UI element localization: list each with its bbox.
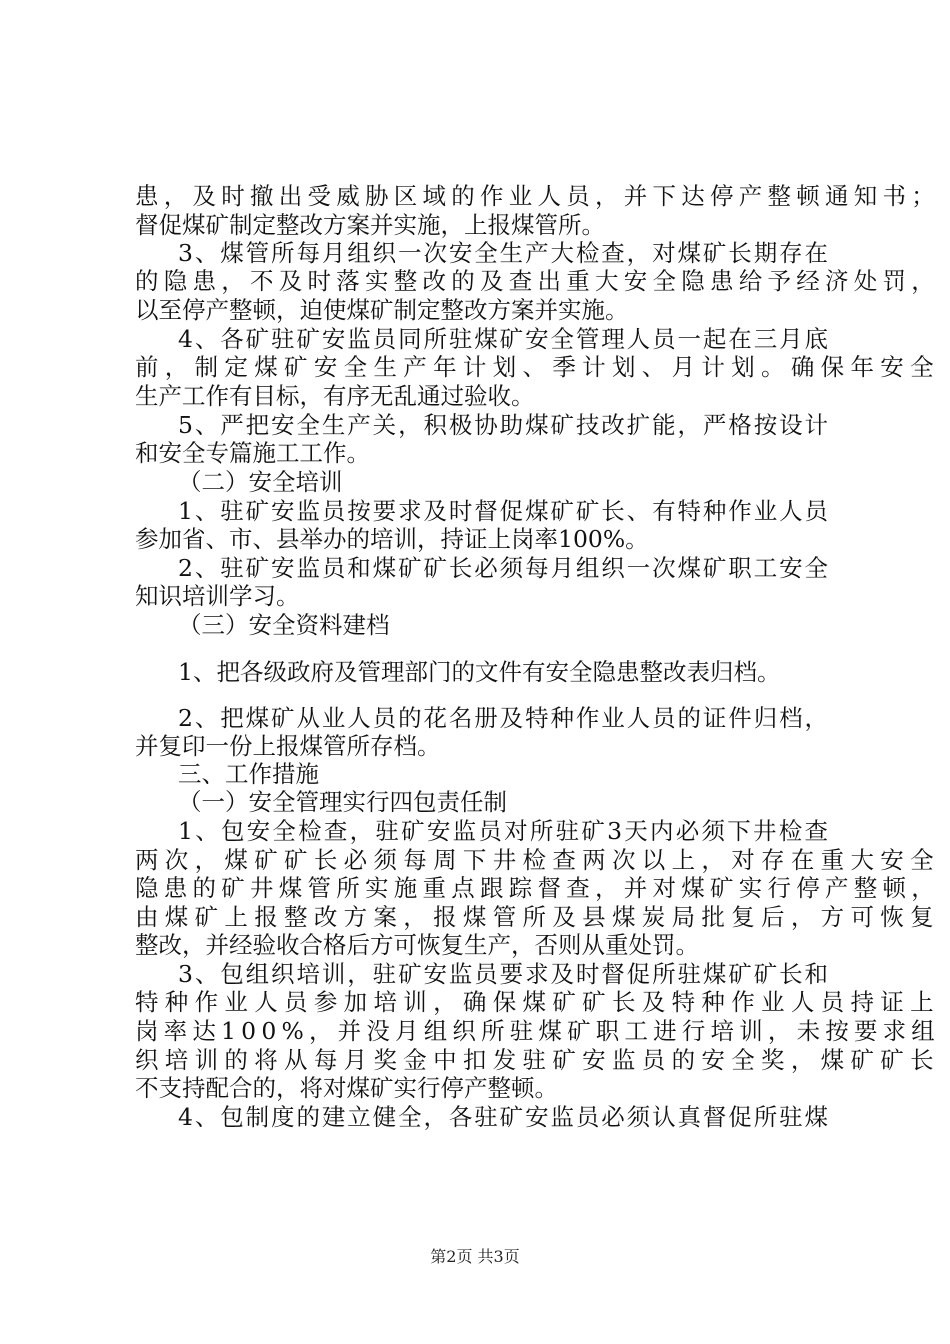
text-line: 三、工作措施 [178,760,319,788]
text-line: 前，制定煤矿安全生产年计划、季计划、月计划。确保年安全 [135,353,940,381]
text-line: 3、煤管所每月组织一次安全生产大检查，对煤矿长期存在 [178,239,830,267]
text-line: 督促煤矿制定整改方案并实施，上报煤管所。 [135,211,605,239]
text-line: 并复印一份上报煤管所存档。 [135,732,441,760]
text-line: 生产工作有目标，有序无乱通过验收。 [135,382,535,410]
text-line: （三）安全资料建档 [178,611,390,639]
text-line: 的隐患，不及时落实整改的及查出重大安全隐患给予经济处罚， [135,267,940,295]
text-line: 2、把煤矿从业人员的花名册及特种作业人员的证件归档， [178,704,830,732]
text-line: 以至停产整顿，迫使煤矿制定整改方案并实施。 [135,296,629,324]
text-line: 5、严把安全生产关，积极协助煤矿技改扩能，严格按设计 [178,411,830,439]
text-line: 2、驻矿安监员和煤矿矿长必须每月组织一次煤矿职工安全 [178,554,830,582]
text-line: 特种作业人员参加培训，确保煤矿矿长及特种作业人员持证上 [135,988,940,1016]
text-line: 1、把各级政府及管理部门的文件有安全隐患整改表归档。 [178,658,781,686]
text-line: 4、包制度的建立健全，各驻矿安监员必须认真督促所驻煤 [178,1103,830,1131]
text-line: 参加省、市、县举办的培训，持证上岗率100%。 [135,525,649,553]
text-line: 由煤矿上报整改方案，报煤管所及县煤炭局批复后，方可恢复 [135,903,940,931]
text-line: 隐患的矿井煤管所实施重点跟踪督查，并对煤矿实行停产整顿， [135,874,940,902]
text-line: 患，及时撤出受威胁区域的作业人员，并下达停产整顿通知书； [135,182,940,210]
text-line: 整改，并经验收合格后方可恢复生产，否则从重处罚。 [135,931,699,959]
page-footer: 第2页 共3页 [430,1247,520,1266]
text-line: 不支持配合的，将对煤矿实行停产整顿。 [135,1074,558,1102]
text-line: 4、各矿驻矿安监员同所驻煤矿安全管理人员一起在三月底 [178,325,830,353]
text-line: 织培训的将从每月奖金中扣发驻矿安监员的安全奖，煤矿矿长 [135,1046,940,1074]
text-line: 岗率达100%，并没月组织所驻煤矿职工进行培训，未按要求组 [135,1017,940,1045]
text-line: 和安全专篇施工工作。 [135,439,370,467]
text-line: 1、驻矿安监员按要求及时督促煤矿矿长、有特种作业人员 [178,497,830,525]
text-line: 1、包安全检查，驻矿安监员对所驻矿3天内必须下井检查 [178,817,831,845]
text-line: （二）安全培训 [178,468,343,496]
text-line: 3、包组织培训，驻矿安监员要求及时督促所驻煤矿矿长和 [178,960,830,988]
text-line: （一）安全管理实行四包责任制 [178,788,507,816]
text-line: 知识培训学习。 [135,582,300,610]
text-line: 两次，煤矿矿长必须每周下井检查两次以上，对存在重大安全 [135,846,940,874]
